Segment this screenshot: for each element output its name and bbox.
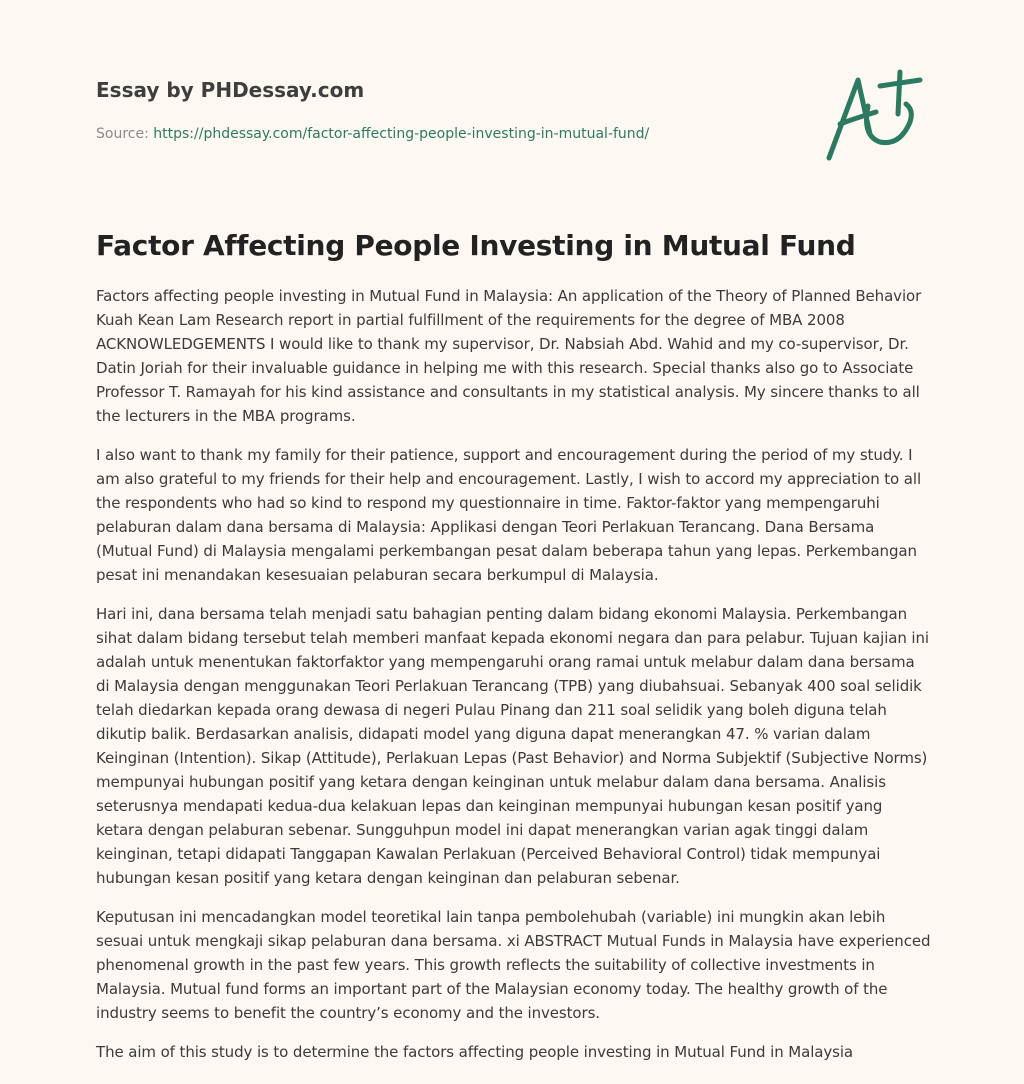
essay-paragraph: I also want to thank my family for their patience, support and encouragement during the period of my study. I am also grateful to my friends for their help and encouragement. Lastly, I wish to accord my appreciation to all the respondents who had so kind to respond my questionnaire in time. Faktor-faktor yang mempengaruhi pelaburan dalam dana bersama di Malaysia: Applikasi dengan Teori Perlakuan Terancang. Dana Bersama (Mutual Fund) di Malaysia mengalami perkembangan pesat dalam beberapa tahun yang lepas. Perkembangan pesat ini menandakan kesesuaian pelaburan secara berkumpul di Malaysia. bbox=[96, 446, 922, 584]
essay-header bbox=[96, 76, 816, 144]
essay-body bbox=[96, 284, 932, 1079]
source-link[interactable]: https://phdessay.com/factor-affecting-people-investing-in-mutual-fund/ bbox=[153, 126, 650, 142]
source-label: Source: bbox=[96, 126, 154, 142]
site-title: Essay by PHDessay.com bbox=[96, 78, 365, 102]
essay-title: Factor Affecting People Investing in Mutual Fund bbox=[96, 229, 856, 262]
a-plus-grade-icon bbox=[820, 66, 930, 166]
essay-paragraph: Factors affecting people investing in Mutual Fund in Malaysia: An application of the Theory of Planned Behavior Kuah Kean Lam Research report in partial fulfillment of the requirements for the degree of MBA 2008 ACKNOWLEDGEMENTS I would like to thank my supervisor, Dr. Nabsiah Abd. Wahid and my co-supervisor, Dr. Datin Joriah for their invaluable guidance in helping me with this research. Special thanks also go to Associate Professor T. Ramayah for his kind assistance and consultants in my statistical analysis. My sincere thanks to all the lecturers in the MBA programs. bbox=[96, 287, 922, 425]
essay-paragraph: Hari ini, dana bersama telah menjadi satu bahagian penting dalam bidang ekonomi Malaysia. Perkembangan sihat dalam bidang tersebut telah memberi manfaat kepada ekonomi negara dan para pelabur. Tujuan kajian ini adalah untuk menentukan faktorfaktor yang mempengaruhi orang ramai untuk melabur dalam dana bersama di Malaysia dengan menggunakan Teori Perlakuan Terancang (TPB) yang diubahsuai. Sebanyak 400 soal selidik telah diedarkan kepada orang dewasa di negeri Pulau Pinang dan 211 soal selidik yang boleh diguna telah dikutip balik. Berdasarkan analisis, didapati model yang diguna dapat menerangkan 47. % varian dalam Keinginan (Intention). Sikap (Attitude), Perlakuan Lepas (Past Behavior) and Norma Subjektif (Subjective Norms) mempunyai hubungan positif yang ketara dengan keinginan untuk melabur dalam dana bersama. Analisis seterusnya mendapati kedua-dua kelakuan lepas dan keinginan mempunyai hubungan kesan positif yang ketara dengan pelaburan sebenar. Sungguhpun model ini dapat menerangkan varian agak tinggi dalam keinginan, tetapi didapati Tanggapan Kawalan Perlakuan (Perceived Behavioral Control) tidak mempunyai hubungan kesan positif yang ketara dengan keinginan dan pelaburan sebenar. bbox=[96, 605, 929, 887]
essay-paragraph: The aim of this study is to determine the factors affecting people investing in Mutual Fund in Malaysia bbox=[96, 1043, 854, 1061]
source-line bbox=[96, 124, 816, 144]
essay-paragraph: Keputusan ini mencadangkan model teoretikal lain tanpa pembolehubah (variable) ini mungkin akan lebih sesuai untuk mengkaji sikap pelaburan dana bersama. xi ABSTRACT Mutual Funds in Malaysia have experienced phenomenal growth in the past few years. This growth reflects the suitability of collective investments in Malaysia. Mutual fund forms an important part of the Malaysian economy today. The healthy growth of the industry seems to benefit the country’s economy and the investors. bbox=[96, 908, 931, 1022]
